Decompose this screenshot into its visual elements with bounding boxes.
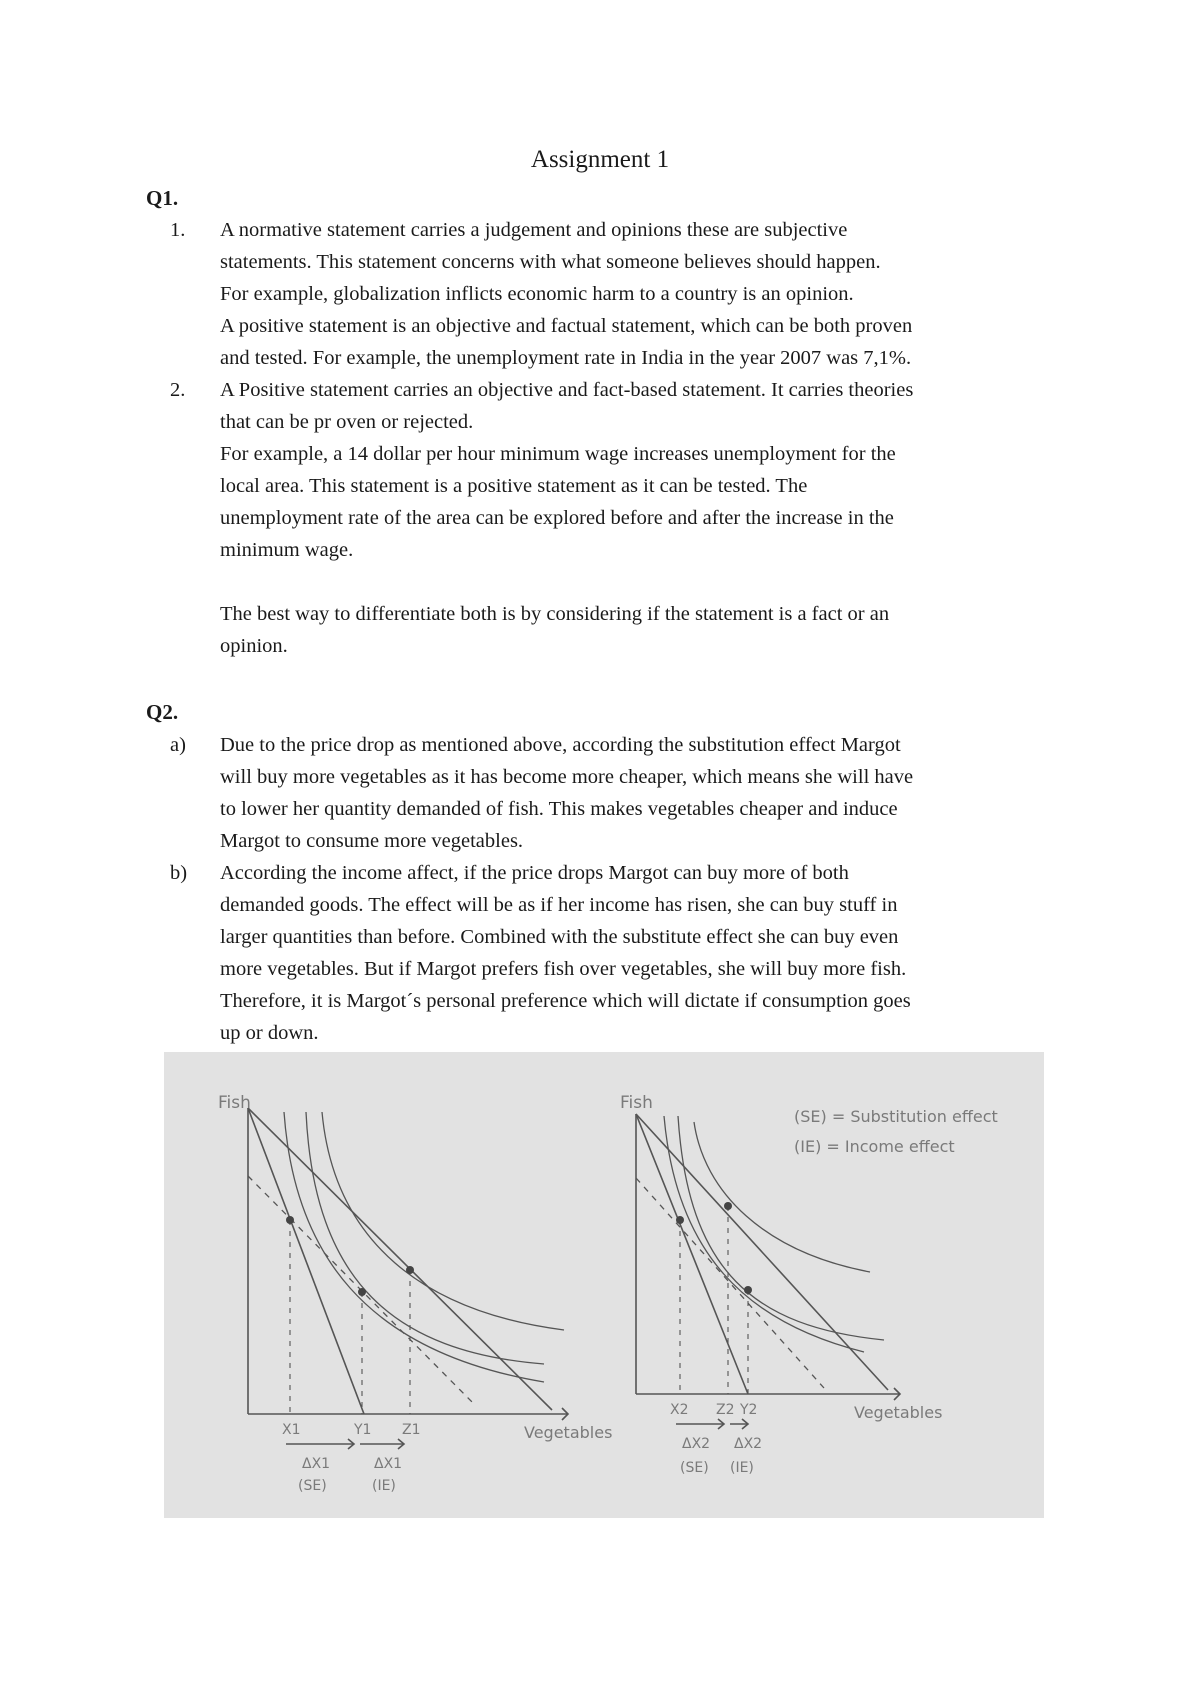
effect-label: (SE)	[298, 1478, 327, 1494]
point-z1	[406, 1266, 414, 1274]
tick-label: Z1	[402, 1422, 421, 1438]
text-line: more vegetables. But if Margot prefers fish over vegetables, she will buy more fish.	[220, 958, 907, 980]
text-line: and tested. For example, the unemployment rate in India in the year 2007 was 7,1%.	[220, 347, 912, 369]
text-line: A Positive statement carries an objective and fact-based statement. It carries theories	[220, 379, 914, 401]
tick-label: Y1	[354, 1422, 372, 1438]
text-line: A normative statement carries a judgement and opinions these are subjective	[220, 219, 848, 241]
right-y-axis-label: Fish	[620, 1093, 653, 1113]
item-number: 2.	[170, 379, 186, 401]
text-line: demanded goods. The effect will be as if her income has risen, she can buy stuff in	[220, 894, 898, 916]
delta-label: ΔX1	[374, 1456, 403, 1472]
text-line: unemployment rate of the area can be explored before and after the increase in the	[220, 507, 894, 529]
text-line: to lower her quantity demanded of fish. This makes vegetables cheaper and induce	[220, 798, 898, 820]
text-line: statements. This statement concerns with what someone believes should happen.	[220, 251, 881, 273]
legend-entry: (SE) = Substitution effect	[794, 1107, 998, 1126]
left-points	[286, 1216, 414, 1296]
delta-label: ΔX1	[302, 1456, 331, 1472]
point-x2	[676, 1216, 684, 1224]
budget-line-original	[636, 1114, 748, 1394]
text-line: opinion.	[220, 635, 288, 657]
right-x-axis-label: Vegetables	[854, 1403, 943, 1422]
hand-drawn-diagram-photo	[164, 1052, 1044, 1518]
text-line: local area. This statement is a positive statement as it can be tested. The	[220, 475, 808, 497]
text-line: will buy more vegetables as it has become more cheaper, which means she will have	[220, 766, 914, 788]
item-number: b)	[170, 862, 188, 884]
text-line: up or down.	[220, 1022, 319, 1044]
left-x-axis-label: Vegetables	[524, 1423, 613, 1442]
item-number: 1.	[170, 219, 186, 241]
left-y-axis-label: Fish	[218, 1093, 251, 1113]
tick-label: Z2	[716, 1402, 735, 1418]
legend-entry: (IE) = Income effect	[794, 1137, 955, 1156]
point-y1	[358, 1288, 366, 1296]
effect-label: (IE)	[730, 1460, 754, 1476]
point-z2	[724, 1202, 732, 1210]
tick-label: Y2	[740, 1402, 758, 1418]
budget-line-original	[248, 1108, 364, 1414]
indifference-curve-2	[306, 1112, 544, 1364]
budget-line-new	[248, 1108, 552, 1410]
compensated-budget-line	[636, 1178, 824, 1388]
text-line: Margot to consume more vegetables.	[220, 830, 524, 852]
delta-label: ΔX2	[682, 1436, 711, 1452]
effect-label: (SE)	[680, 1460, 709, 1476]
text-line: Therefore, it is Margot´s personal preference which will dictate if consumption goes	[220, 990, 911, 1012]
point-x1	[286, 1216, 294, 1224]
text-line: According the income affect, if the price drops Margot can buy more of both	[220, 862, 849, 884]
item-number: a)	[170, 734, 186, 756]
q2-heading: Q2.	[146, 700, 179, 724]
text-line: The best way to differentiate both is by considering if the statement is a fact or an	[220, 603, 890, 625]
left-diagram	[248, 1108, 568, 1449]
tick-label: X1	[282, 1422, 301, 1438]
text-line: Due to the price drop as mentioned above, according the substitution effect Margot	[220, 734, 901, 756]
q1-heading: Q1.	[146, 186, 179, 210]
q1-conclusion	[220, 598, 1080, 662]
text-line: For example, a 14 dollar per hour minimum wage increases unemployment for the	[220, 443, 896, 465]
indifference-curve-1	[284, 1112, 544, 1382]
point-y2	[744, 1286, 752, 1294]
delta-label: ΔX2	[734, 1436, 763, 1452]
effect-label: (IE)	[372, 1478, 396, 1494]
text-line: that can be pr oven or rejected.	[220, 411, 474, 433]
text-line: minimum wage.	[220, 539, 354, 561]
text-line: For example, globalization inflicts economic harm to a country is an opinion.	[220, 283, 854, 305]
right-diagram	[636, 1114, 900, 1429]
text-line: A positive statement is an objective and factual statement, which can be both proven	[220, 315, 913, 337]
indifference-curve-diagrams	[164, 1052, 1044, 1518]
text-line: larger quantities than before. Combined with the substitute effect she can buy even	[220, 926, 899, 948]
page-title: Assignment 1	[530, 146, 670, 173]
tick-label: X2	[670, 1402, 689, 1418]
